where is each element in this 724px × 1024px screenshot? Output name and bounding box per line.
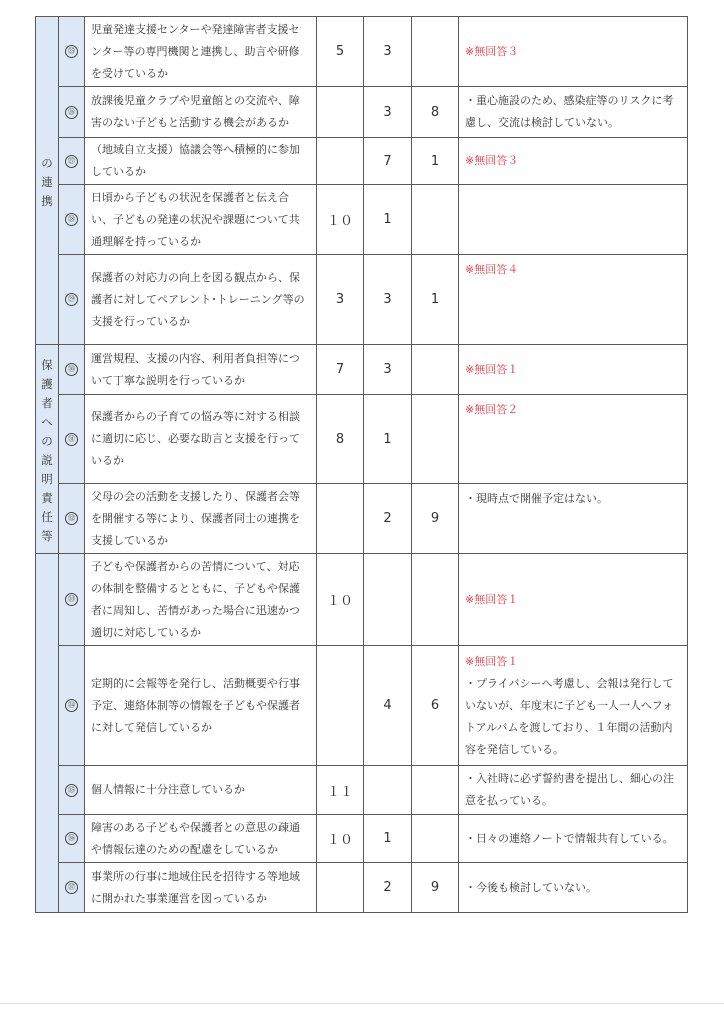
remarks-cell bbox=[459, 646, 688, 766]
item-number: ㉖ bbox=[65, 106, 78, 119]
count-no: 9 bbox=[412, 484, 459, 554]
item-number-cell bbox=[59, 345, 85, 395]
item-number-cell bbox=[59, 646, 85, 766]
remarks-cell bbox=[459, 766, 688, 815]
question-text: 児童発達支援センターや発達障害者支援センター等の専門機関と連携し、助言や研修を受けているか bbox=[85, 17, 317, 87]
remarks-text: ・日々の連絡ノートで情報共有している。 bbox=[465, 831, 674, 845]
item-number-cell bbox=[59, 185, 85, 255]
item-number: ㉗ bbox=[65, 155, 78, 168]
count-neither: 2 bbox=[364, 863, 412, 913]
count-no bbox=[412, 395, 459, 484]
count-neither: 2 bbox=[364, 484, 412, 554]
category-renkei bbox=[36, 17, 59, 345]
question-text: 事業所の行事に地域住民を招待する等地域に開かれた事業運営を図っているか bbox=[85, 863, 317, 913]
count-yes bbox=[317, 138, 364, 185]
remarks-text: ・プライバシーへ考慮し、会報は発行していないが、年度末に子ども一人一人へフォトアルバムを渡しており、１年間の活動内容を発信している。 bbox=[465, 676, 674, 756]
count-no bbox=[412, 17, 459, 87]
no-answer-note: ※無回答４ bbox=[465, 263, 519, 276]
remarks-text: ・重心施設のため、感染症等のリスクに考慮し、交流は検討していない。 bbox=[465, 94, 674, 129]
evaluation-table bbox=[35, 16, 688, 913]
count-yes: 8 bbox=[317, 395, 364, 484]
remarks-cell bbox=[459, 87, 688, 138]
count-neither bbox=[364, 554, 412, 646]
count-yes: １０ bbox=[317, 815, 364, 863]
remarks-cell bbox=[459, 255, 688, 345]
question-text: 父母の会の活動を支援したり、保護者会等を開催する等により、保護者同士の連携を支援しているか bbox=[85, 484, 317, 554]
count-no: 1 bbox=[412, 255, 459, 345]
question-text: 障害のある子どもや保護者との意思の疎通や情報伝達のための配慮をしているか bbox=[85, 815, 317, 863]
question-text: （地域自立支援）協議会等へ積極的に参加しているか bbox=[85, 138, 317, 185]
count-neither: 3 bbox=[364, 345, 412, 395]
count-yes bbox=[317, 484, 364, 554]
item-number-cell bbox=[59, 255, 85, 345]
count-yes: １０ bbox=[317, 185, 364, 255]
no-answer-note: ※無回答３ bbox=[465, 154, 519, 167]
count-neither: 3 bbox=[364, 87, 412, 138]
count-neither: 7 bbox=[364, 138, 412, 185]
count-yes bbox=[317, 863, 364, 913]
category-label: の連携 bbox=[41, 156, 53, 208]
table-row bbox=[36, 766, 688, 815]
table-row bbox=[36, 863, 688, 913]
count-yes bbox=[317, 646, 364, 766]
count-no bbox=[412, 815, 459, 863]
count-yes: 7 bbox=[317, 345, 364, 395]
remarks-cell bbox=[459, 484, 688, 554]
table-row bbox=[36, 17, 688, 87]
question-text: 放課後児童クラブや児童館との交流や、障害のない子どもと活動する機会があるか bbox=[85, 87, 317, 138]
remarks-cell bbox=[459, 815, 688, 863]
remarks-text: ・今後も検討していない。 bbox=[465, 880, 597, 894]
item-number-cell bbox=[59, 815, 85, 863]
table-row bbox=[36, 138, 688, 185]
category-label bbox=[41, 731, 53, 735]
no-answer-note: ※無回答３ bbox=[465, 44, 519, 58]
table-row bbox=[36, 395, 688, 484]
item-number-cell bbox=[59, 17, 85, 87]
no-answer-note: ※無回答２ bbox=[465, 403, 519, 416]
table-row bbox=[36, 484, 688, 554]
item-number: ㊲ bbox=[65, 881, 78, 894]
table-row bbox=[36, 185, 688, 255]
category-label: 保護者への説明責任等 bbox=[41, 358, 53, 543]
count-neither: 1 bbox=[364, 395, 412, 484]
question-text: 個人情報に十分注意しているか bbox=[85, 766, 317, 815]
item-number: ㉟ bbox=[65, 784, 78, 797]
item-number-cell bbox=[59, 863, 85, 913]
category-blank bbox=[36, 554, 59, 913]
question-text: 子どもや保護者からの苦情について、対応の体制を整備するとともに、子どもや保護者に周知し、苦情があった場合に迅速かつ適切に対応しているか bbox=[85, 554, 317, 646]
count-no: 1 bbox=[412, 138, 459, 185]
item-number: ㉛ bbox=[65, 433, 78, 446]
table-row bbox=[36, 815, 688, 863]
count-neither: 1 bbox=[364, 185, 412, 255]
item-number: ㉘ bbox=[65, 213, 78, 226]
remarks-text: ・入社時に必ず誓約書を提出し、細心の注意を払っている。 bbox=[465, 772, 674, 807]
count-yes bbox=[317, 87, 364, 138]
item-number-cell bbox=[59, 87, 85, 138]
item-number: ㉚ bbox=[65, 363, 78, 376]
item-number-cell bbox=[59, 395, 85, 484]
remarks-cell bbox=[459, 863, 688, 913]
count-neither: 4 bbox=[364, 646, 412, 766]
item-number: ㊱ bbox=[65, 832, 78, 845]
remarks-text: ・現時点で開催予定はない。 bbox=[465, 492, 608, 505]
item-number: ㉝ bbox=[65, 593, 78, 606]
count-no bbox=[412, 766, 459, 815]
question-text: 定期的に会報等を発行し、活動概要や行事予定、連絡体制等の情報を子どもや保護者に対して発信しているか bbox=[85, 646, 317, 766]
remarks-cell bbox=[459, 345, 688, 395]
table-row bbox=[36, 646, 688, 766]
item-number: ㉜ bbox=[65, 512, 78, 525]
question-text: 日頃から子どもの状況を保護者と伝え合い、子どもの発達の状況や課題について共通理解を持っているか bbox=[85, 185, 317, 255]
count-yes: 5 bbox=[317, 17, 364, 87]
count-no: 8 bbox=[412, 87, 459, 138]
table-row bbox=[36, 345, 688, 395]
page-bottom-rule bbox=[0, 1003, 724, 1004]
count-yes: 3 bbox=[317, 255, 364, 345]
count-yes: １０ bbox=[317, 554, 364, 646]
count-no: 9 bbox=[412, 863, 459, 913]
item-number: ㉙ bbox=[65, 293, 78, 306]
count-no: 6 bbox=[412, 646, 459, 766]
question-text: 運営規程、支援の内容、利用者負担等について丁寧な説明を行っているか bbox=[85, 345, 317, 395]
question-text: 保護者の対応力の向上を図る観点から、保護者に対してペアレント･トレーニング等の支援を行っているか bbox=[85, 255, 317, 345]
count-yes: １１ bbox=[317, 766, 364, 815]
count-no bbox=[412, 185, 459, 255]
table-row bbox=[36, 554, 688, 646]
remarks-cell bbox=[459, 395, 688, 484]
item-number-cell bbox=[59, 554, 85, 646]
item-number-cell bbox=[59, 484, 85, 554]
item-number: ㉕ bbox=[65, 45, 78, 58]
no-answer-note: ※無回答１ bbox=[465, 654, 519, 668]
count-neither: 3 bbox=[364, 255, 412, 345]
category-setsumei bbox=[36, 345, 59, 554]
question-text: 保護者からの子育ての悩み等に対する相談に適切に応じ、必要な助言と支援を行っているか bbox=[85, 395, 317, 484]
count-neither bbox=[364, 766, 412, 815]
item-number-cell bbox=[59, 138, 85, 185]
remarks-cell bbox=[459, 185, 688, 255]
item-number-cell bbox=[59, 766, 85, 815]
remarks-cell bbox=[459, 138, 688, 185]
no-answer-note: ※無回答１ bbox=[465, 362, 519, 376]
count-no bbox=[412, 554, 459, 646]
no-answer-note: ※無回答１ bbox=[465, 592, 519, 606]
remarks-cell bbox=[459, 17, 688, 87]
count-neither: 1 bbox=[364, 815, 412, 863]
table-row bbox=[36, 87, 688, 138]
item-number: ㉞ bbox=[65, 699, 78, 712]
table-row bbox=[36, 255, 688, 345]
count-neither: 3 bbox=[364, 17, 412, 87]
remarks-cell bbox=[459, 554, 688, 646]
count-no bbox=[412, 345, 459, 395]
